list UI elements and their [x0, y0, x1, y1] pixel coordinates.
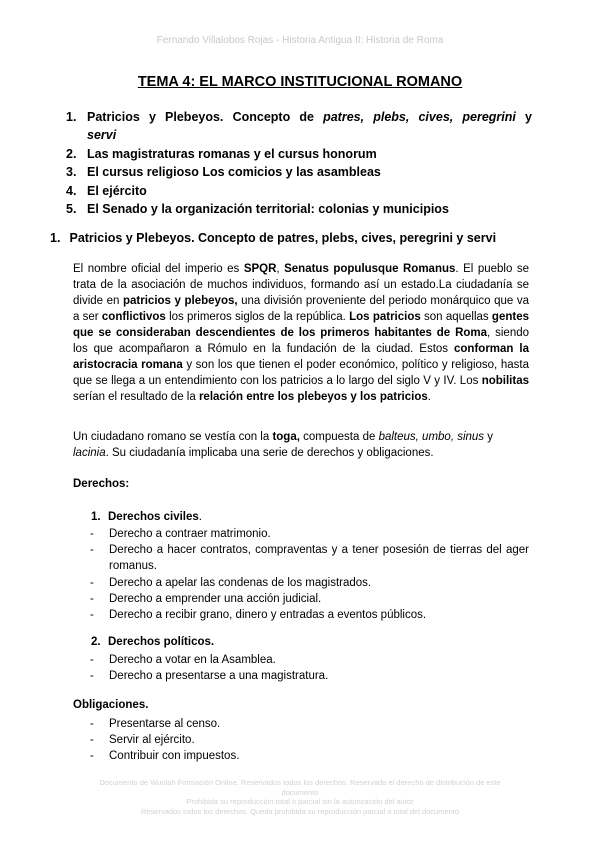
- page-header: Fernando Villalobos Rojas - Historia Antigua II: Historia de Roma: [156, 35, 444, 46]
- toc-word: plebs,: [373, 110, 410, 124]
- obligations-heading: Obligaciones.: [73, 699, 149, 711]
- toc-word: patres,: [323, 110, 365, 124]
- text-run: y: [484, 431, 494, 443]
- text-run: patricios y plebeyos,: [123, 295, 238, 307]
- section-heading: [50, 231, 496, 245]
- text-run: . Su ciudadanía implicaba una serie de derechos y obligaciones.: [105, 447, 434, 459]
- toc-label: El cursus religioso Los comicios y las asambleas: [87, 165, 381, 180]
- civil-rights-label: Derechos civiles: [108, 511, 199, 523]
- paragraph-citizenship: [73, 261, 529, 405]
- text-run: Los patricios: [349, 311, 421, 323]
- table-of-contents: [66, 108, 532, 218]
- toc-item-4: [66, 182, 532, 200]
- page-title: TEMA 4: EL MARCO INSTITUCIONAL ROMANO: [137, 74, 463, 90]
- toc-word: cives,: [418, 110, 454, 124]
- page-footer-notice: [80, 778, 520, 816]
- text-run: y son los que tienen el poder económico, político y religioso, hasta que se llega a un entendimiento con los patricios a lo largo del siglo V y IV. Los: [73, 359, 529, 387]
- toc-number: 1.: [66, 110, 77, 124]
- civil-rights-list: [90, 526, 529, 623]
- toc-label: El Senado y la organización territorial: colonias y municipios: [87, 202, 449, 217]
- text-run: conforman la aristocracia romana: [73, 343, 529, 371]
- toc-word: Plebeyos.: [165, 110, 224, 124]
- text-run: relación entre los plebeyos y los patricios: [198, 391, 428, 403]
- political-rights-heading: [91, 636, 214, 648]
- political-rights-label: Derechos políticos.: [108, 636, 215, 648]
- toc-item-1: [66, 108, 532, 145]
- text-run: conflictivos: [101, 311, 166, 323]
- rights-heading: Derechos:: [73, 478, 130, 490]
- toc-word: Patricios: [87, 110, 140, 124]
- toc-item-3: [66, 163, 532, 181]
- section-title: Patricios y Plebeyos. Concepto de patres, plebs, cives, peregrini y servi: [69, 231, 497, 245]
- text-run: toga,: [272, 431, 300, 443]
- toc-word: peregrini: [462, 110, 516, 124]
- text-run: SPQR: [243, 263, 277, 275]
- toc-word: y: [148, 110, 156, 124]
- obligations-list: [90, 716, 529, 765]
- list-item: - Derecho a presentarse a una magistratura.: [90, 668, 529, 684]
- list-item: - Derecho a contraer matrimonio.: [90, 526, 529, 542]
- text-run: , siendo los que acompañaron a Rómulo en la fundación de la ciudad. Estos: [73, 327, 530, 355]
- text-run: serían el resultado de la: [73, 391, 199, 403]
- list-item: - Presentarse al censo.: [90, 716, 529, 732]
- list-item: - Servir al ejército.: [90, 732, 529, 748]
- text-run: gentes que se consideraban descendientes de los primeros habitantes de Roma: [73, 311, 529, 339]
- text-run: lacinia: [73, 447, 106, 459]
- civil-rights-dot: .: [198, 511, 202, 523]
- toc-line: [87, 108, 532, 126]
- list-item: - Derecho a hacer contratos, compraventas y a tener posesión de tierras del ager romanus.: [90, 542, 529, 574]
- text-run: . El pueblo se trata de la asociación de muchos individuos, formando así un estado.La ciudadanía se divide en: [73, 263, 530, 307]
- toc-item-2: [66, 145, 532, 163]
- text-run: balteus, umbo, sinus: [378, 431, 485, 443]
- toc-word: de: [299, 110, 314, 124]
- toc-item-5: [66, 200, 532, 218]
- text-run: Un ciudadano romano se vestía con la: [73, 431, 273, 443]
- text-run: nobilitas: [481, 375, 529, 387]
- text-run: son aquellas: [420, 311, 492, 323]
- civil-rights-heading: [91, 511, 202, 523]
- text-run: El nombre oficial del imperio es: [73, 263, 244, 275]
- text-run: los primeros siglos de la república.: [165, 311, 350, 323]
- list-item: - Derecho a votar en la Asamblea.: [90, 652, 529, 668]
- section-number: 1.: [50, 231, 61, 245]
- list-item: - Derecho a apelar las condenas de los magistrados.: [90, 575, 529, 591]
- footer-line: Documento de Wuolah Formación Online. Reservados todos los derechos. Reservado el derecho de distribución de este documento: [99, 778, 501, 797]
- list-item: - Derecho a emprender una acción judicial.: [90, 591, 529, 607]
- toc-word: Concepto: [232, 110, 291, 124]
- toc-label: El ejército: [87, 183, 147, 198]
- text-run: una división proveniente del periodo monárquico que va a ser: [73, 295, 529, 323]
- list-item: - Derecho a recibir grano, dinero y entradas a eventos públicos.: [90, 607, 529, 623]
- list-number: 1.: [91, 511, 101, 523]
- footer-line: Prohibida su reproducción total o parcial sin la autorización del autor: [186, 797, 414, 807]
- text-run: compuesta de: [299, 431, 379, 443]
- toc-label: Las magistraturas romanas y el cursus honorum: [87, 146, 377, 161]
- political-rights-list: [90, 652, 529, 684]
- paragraph-toga: [73, 429, 529, 461]
- text-run: Senatus populusque Romanus: [284, 263, 456, 275]
- toc-number: 3.: [66, 165, 77, 180]
- list-number: 2.: [91, 636, 101, 648]
- toc-word: y: [525, 110, 532, 124]
- footer-line: Reservados todos los derechos. Queda prohibida su reproducción parcial o total del documento: [140, 806, 460, 816]
- text-run: .: [427, 391, 431, 403]
- toc-number: 2.: [66, 146, 77, 161]
- toc-number: 4.: [66, 183, 77, 198]
- list-item: - Contribuir con impuestos.: [90, 748, 529, 764]
- toc-word: servi: [87, 128, 117, 143]
- text-run: ,: [276, 263, 285, 275]
- toc-number: 5.: [66, 202, 77, 217]
